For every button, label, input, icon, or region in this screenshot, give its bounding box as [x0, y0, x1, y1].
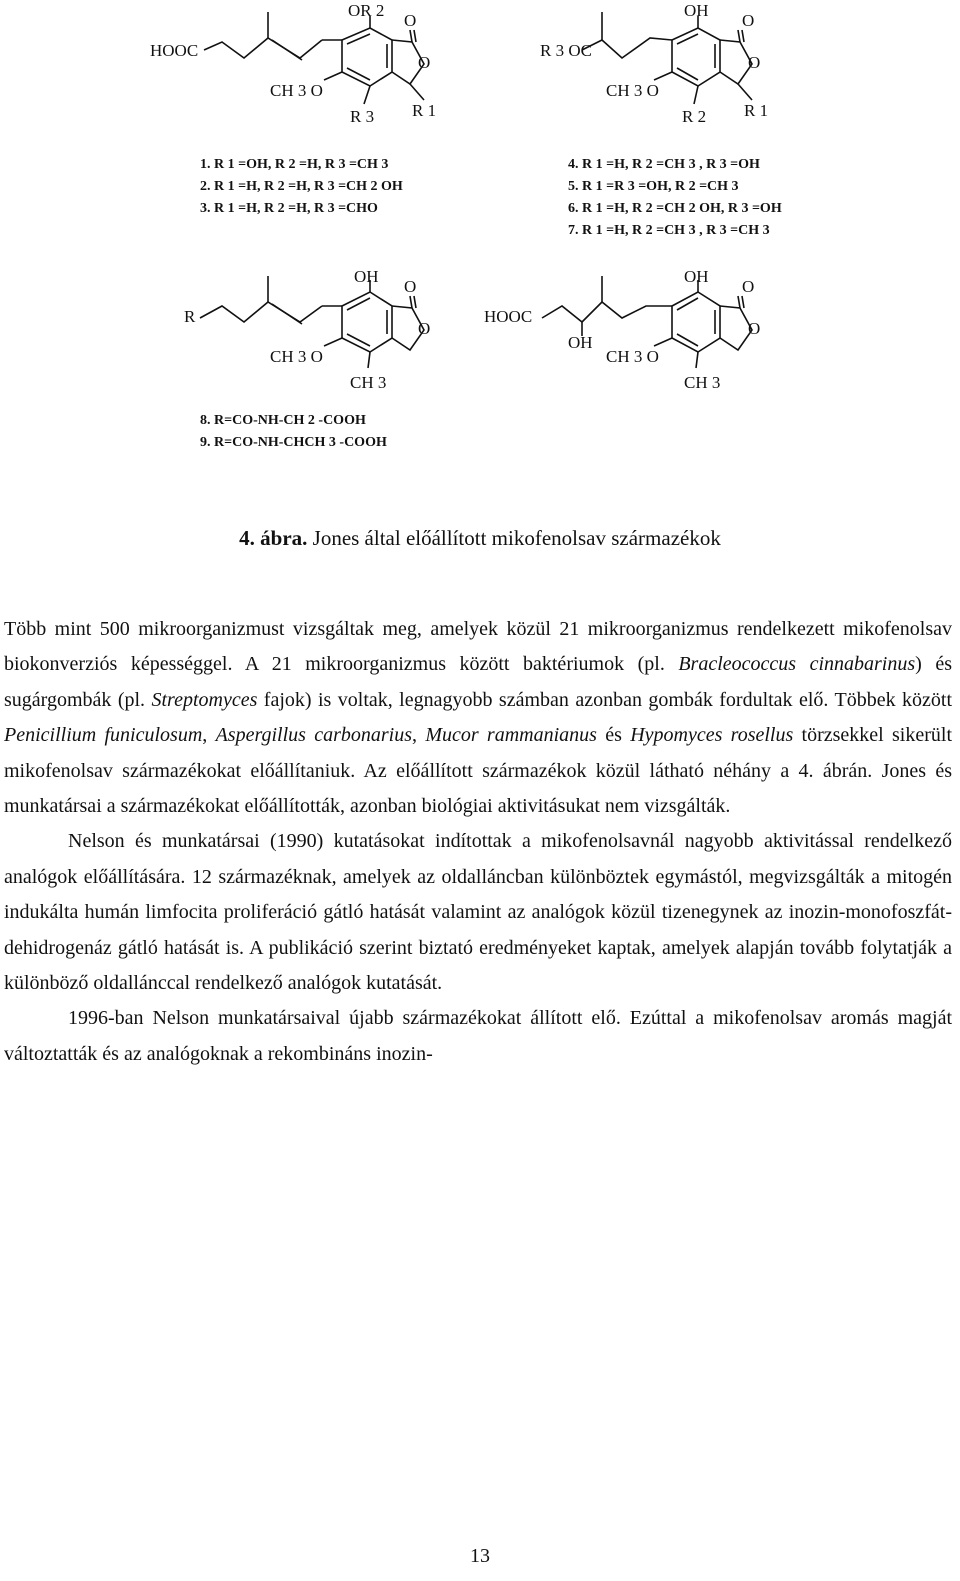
- legend-item-4: 4. R 1 =H, R 2 =CH 3 , R 3 =OH: [568, 157, 760, 172]
- page-number: 13: [470, 1545, 490, 1567]
- s3-ch3-label: CH 3: [350, 373, 387, 392]
- legend-item-1: 1. R 1 =OH, R 2 =H, R 3 =CH 3: [200, 157, 389, 172]
- legend-item-2: 2. R 1 =H, R 2 =H, R 3 =CH 2 OH: [200, 179, 403, 194]
- s1-keto-o-label: O: [404, 11, 417, 30]
- p1-species-1: Bracleococcus cinnabarinus: [678, 653, 916, 676]
- s2-r3oc-label: R 3 OC: [540, 41, 592, 60]
- s1-r1-label: R 1: [412, 101, 437, 120]
- s2-keto-o-label: O: [742, 11, 755, 30]
- p1-text-1: Több mint 500 mikroorganizmust vizsgáltak meg, amelyek közül 21 mikroorganizmus rendelkezett mikofenolsav biokonverziós képességgel. A 21 mikroorganizmus között baktériumok (pl.: [4, 618, 952, 676]
- figure-caption-text: Jones által előállított mikofenolsav származékok: [307, 526, 721, 550]
- p1-species-4: Mucor rammanianus: [425, 724, 597, 747]
- s4-ring-o-label: O: [748, 319, 761, 338]
- p1-genus-streptomyces: Streptomyces: [151, 688, 258, 711]
- chemical-structures: [0, 0, 960, 480]
- figure-caption-label: 4. ábra.: [239, 526, 308, 550]
- s4-oh-label: OH: [684, 267, 709, 286]
- s4-chain-oh-label: OH: [568, 333, 593, 352]
- legend-item-6: 6. R 1 =H, R 2 =CH 2 OH, R 3 =OH: [568, 201, 782, 216]
- s3-oh-label: OH: [354, 267, 379, 286]
- legend-left: [200, 157, 403, 216]
- s2-r2-label: R 2: [682, 107, 707, 126]
- s2-oh-label: OH: [684, 1, 709, 20]
- paragraph-3: 1996-ban Nelson munkatársaival újabb származékokat állított elő. Ezúttal a mikofenolsav aromás magját változtatták és az analógoknak a rekombináns inozin-: [4, 1007, 952, 1065]
- s1-hooc-label: HOOC: [150, 41, 199, 60]
- p1-text-5: ,: [412, 724, 426, 747]
- s3-keto-o-label: O: [404, 277, 417, 296]
- figure-4: [0, 0, 960, 480]
- legend-item-5: 5. R 1 =R 3 =OH, R 2 =CH 3: [568, 179, 739, 194]
- s4-ch3-label: CH 3: [684, 373, 721, 392]
- s1-ch3o-label: CH 3 O: [270, 81, 323, 100]
- legend-item-3: 3. R 1 =H, R 2 =H, R 3 =CHO: [200, 201, 378, 216]
- p1-species-3: Aspergillus carbonarius: [215, 724, 413, 747]
- s4-ch3o-label: CH 3 O: [606, 347, 659, 366]
- s4-hooc-label: HOOC: [484, 307, 533, 326]
- s2-r1-label: R 1: [744, 101, 769, 120]
- legend-bottom: [200, 413, 387, 450]
- body-text: [4, 612, 952, 1072]
- legend-item-9: 9. R=CO-NH-CHCH 3 -COOH: [200, 435, 387, 450]
- legend-item-8: 8. R=CO-NH-CH 2 -COOH: [200, 413, 366, 428]
- p1-text-2: ) és sugárgombák (pl.: [4, 653, 952, 711]
- s1-r3-label: R 3: [350, 107, 375, 126]
- s3-ch3o-label: CH 3 O: [270, 347, 323, 366]
- p1-species-2: Penicillium funiculosum: [4, 724, 203, 747]
- s1-or2-label: OR 2: [348, 1, 385, 20]
- s2-ch3o-label: CH 3 O: [606, 81, 659, 100]
- s4-keto-o-label: O: [742, 277, 755, 296]
- p1-text-7: törzsekkel sikerült mikofenolsav származékokat előállítaniuk. Az előállított származékok közül látható néhány a 4. ábrán. Jones és munkatársai a származékokat előállították, azonban biológiai aktivitásukat nem vizsgálták.: [4, 724, 953, 818]
- paragraph-1: [4, 612, 952, 824]
- s2-ring-o-label: O: [748, 53, 761, 72]
- p1-text-3: fajok) is voltak, legnagyobb számban azonban gombák fordultak elő. Többek között: [257, 688, 953, 711]
- s1-ring-o-label: O: [418, 53, 431, 72]
- legend-item-7: 7. R 1 =H, R 2 =CH 3 , R 3 =CH 3: [568, 223, 770, 238]
- p1-text-4: ,: [202, 724, 216, 747]
- p1-text-6: és: [596, 724, 631, 747]
- s3-r-label: R: [184, 307, 196, 326]
- paragraph-2: Nelson és munkatársai (1990) kutatásokat indítottak a mikofenolsavnál nagyobb aktivitással rendelkező analógok előállítására. 12 származéknak, amelyek az oldalláncban különböztek egymástól, megvizsgálták a mitogén indukálta humán limfocita proliferáció gátló hatását valamint az analógok közül tizenegynek az inozin-monofoszfát-dehidrogenáz gátló hatását is. A publikáció szerint biztató eredményeket kaptak, amelyek alapján tovább folytatják a különböző oldallánccal rendelkező analógok kutatását.: [4, 830, 952, 995]
- figure-caption: [0, 524, 960, 552]
- legend-right: [568, 157, 782, 238]
- p1-species-5: Hypomyces rosellus: [630, 724, 794, 747]
- s3-ring-o-label: O: [418, 319, 431, 338]
